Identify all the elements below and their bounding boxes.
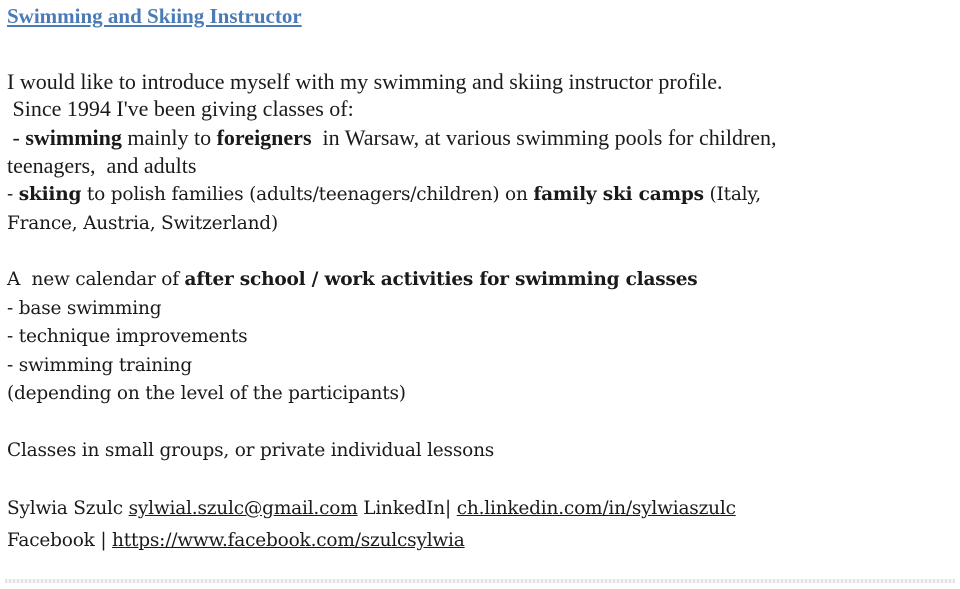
swimming-text-2: in Warsaw, at various swimming pools for children, <box>311 125 777 150</box>
foreigners-bold: foreigners <box>216 125 312 150</box>
intro-line-1: I would like to introduce myself with my swimming and skiing instructor profile. <box>7 69 723 94</box>
calendar-note: (depending on the level of the participants) <box>7 383 406 404</box>
intro-line-2: Since 1994 I've been giving classes of: <box>7 96 354 121</box>
facebook-line <box>7 527 465 555</box>
groups-text: Classes in small groups, or private individual lessons <box>7 440 495 461</box>
skiing-prefix: - <box>7 184 19 205</box>
calendar-heading <box>7 266 698 294</box>
swimming-prefix: - <box>7 125 26 150</box>
page-title: Swimming and Skiing Instructor <box>7 4 302 28</box>
calendar-item: - technique improvements <box>7 326 248 347</box>
contact-line <box>7 495 736 523</box>
swimming-item <box>7 124 777 152</box>
calendar-item: - swimming training <box>7 355 193 376</box>
skiing-item <box>7 181 761 209</box>
swimming-item-continued: teenagers, and adults <box>7 153 197 178</box>
facebook-label: Facebook | <box>7 530 113 551</box>
swimming-text-1: mainly to <box>121 125 217 150</box>
skiing-text-2: (Italy, <box>703 184 761 205</box>
facebook-link[interactable]: https://www.facebook.com/szulcsylwia <box>112 530 465 551</box>
swimming-bold: swimming <box>25 125 122 150</box>
linkedin-label: LinkedIn| <box>357 498 457 519</box>
contact-name: Sylwia Szulc <box>7 498 129 519</box>
skiing-item-continued: France, Austria, Switzerland) <box>7 213 278 234</box>
calendar-text: A new calendar of <box>7 269 185 290</box>
skiing-text-1: to polish families (adults/teenagers/children) on <box>81 184 534 205</box>
linkedin-link[interactable]: ch.linkedin.com/in/sylwiaszulc <box>456 498 736 519</box>
calendar-bold: after school / work activities for swimming classes <box>184 269 698 290</box>
calendar-item: - base swimming <box>7 298 162 319</box>
skiing-bold: skiing <box>18 184 82 205</box>
page-bottom-divider <box>5 579 955 583</box>
family-ski-camps-bold: family ski camps <box>533 184 704 205</box>
email-link[interactable]: sylwial.szulc@gmail.com <box>128 498 358 519</box>
